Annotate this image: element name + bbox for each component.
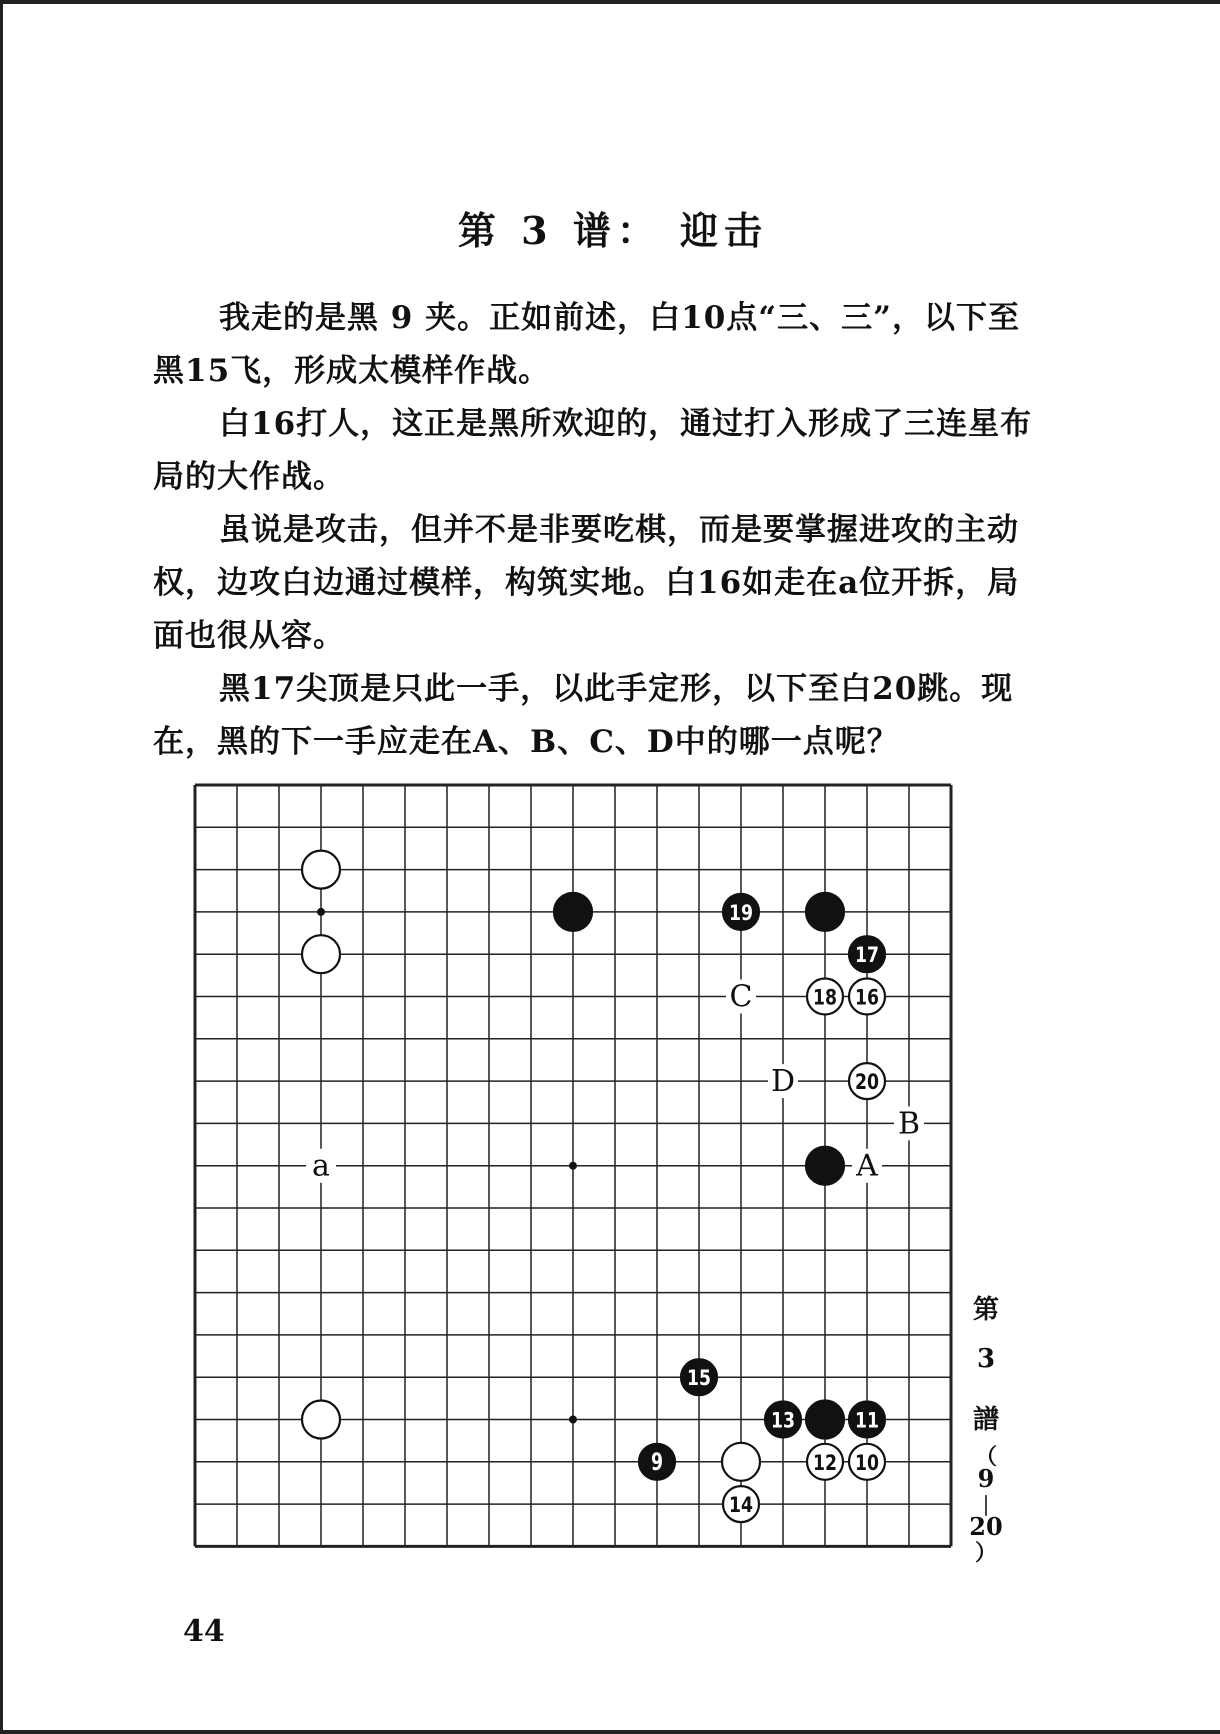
caption-close-paren: ）: [974, 1540, 997, 1566]
point-label-C: C: [729, 979, 753, 1015]
star-point: [569, 1162, 577, 1170]
white-stone: [302, 935, 340, 973]
move-number: 16: [855, 985, 879, 1010]
white-stone: [302, 1401, 340, 1439]
chapter-title: 第 3 谱： 迎击: [457, 208, 769, 253]
move-number: 19: [729, 900, 753, 925]
paragraph-4: 黑17尖顶是只此一手，以此手定形，以下至白20跳。现在，黑的下一手应走在A、B、C、D中的哪一点呢？: [153, 671, 1014, 760]
white-stone: [722, 1443, 760, 1481]
caption-open-paren: （: [974, 1444, 997, 1470]
move-number: 15: [687, 1366, 711, 1391]
move-number: 11: [855, 1408, 879, 1433]
move-number: 12: [813, 1450, 837, 1475]
black-stone: [806, 893, 844, 931]
star-point: [569, 1416, 577, 1424]
paragraph-1: 我走的是黑 9 夹。正如前述，白10点“三、三”，以下至黑15飞，形成太模样作战。: [153, 300, 1020, 389]
point-label-A: A: [856, 1148, 878, 1184]
point-label-a: a: [312, 1148, 330, 1184]
star-point: [317, 908, 325, 916]
move-number: 14: [729, 1493, 753, 1518]
caption-number: 3: [976, 1344, 996, 1374]
page-number: 44: [183, 1614, 225, 1649]
paragraph-3: 虽说是攻击，但并不是非要吃棋，而是要掌握进攻的主动权，边攻白边通过模样，构筑实地。白16如走在a位开拆，局面也很从容。: [153, 512, 1020, 654]
black-stone: [806, 1147, 844, 1185]
paragraph-2: 白16打人，这正是黑所欢迎的，通过打入形成了三连星布局的大作战。: [153, 406, 1033, 495]
point-label-B: B: [897, 1106, 921, 1142]
caption-dash: ｜: [976, 1494, 996, 1518]
black-stone: [554, 893, 592, 931]
black-stone: [806, 1401, 844, 1439]
caption-from: 9: [977, 1464, 995, 1493]
move-number: 13: [771, 1408, 795, 1433]
go-diagram: [183, 780, 958, 1560]
caption-pu: 譜: [972, 1405, 999, 1435]
move-number: 9: [651, 1447, 663, 1476]
move-number: 10: [855, 1450, 879, 1475]
caption-to: 20: [969, 1512, 1003, 1541]
move-number: 18: [813, 985, 837, 1010]
point-label-D: D: [770, 1064, 796, 1100]
white-stone: [302, 851, 340, 889]
move-number: 20: [855, 1070, 879, 1095]
caption-di: 第: [972, 1295, 999, 1325]
move-number: 17: [855, 943, 879, 968]
